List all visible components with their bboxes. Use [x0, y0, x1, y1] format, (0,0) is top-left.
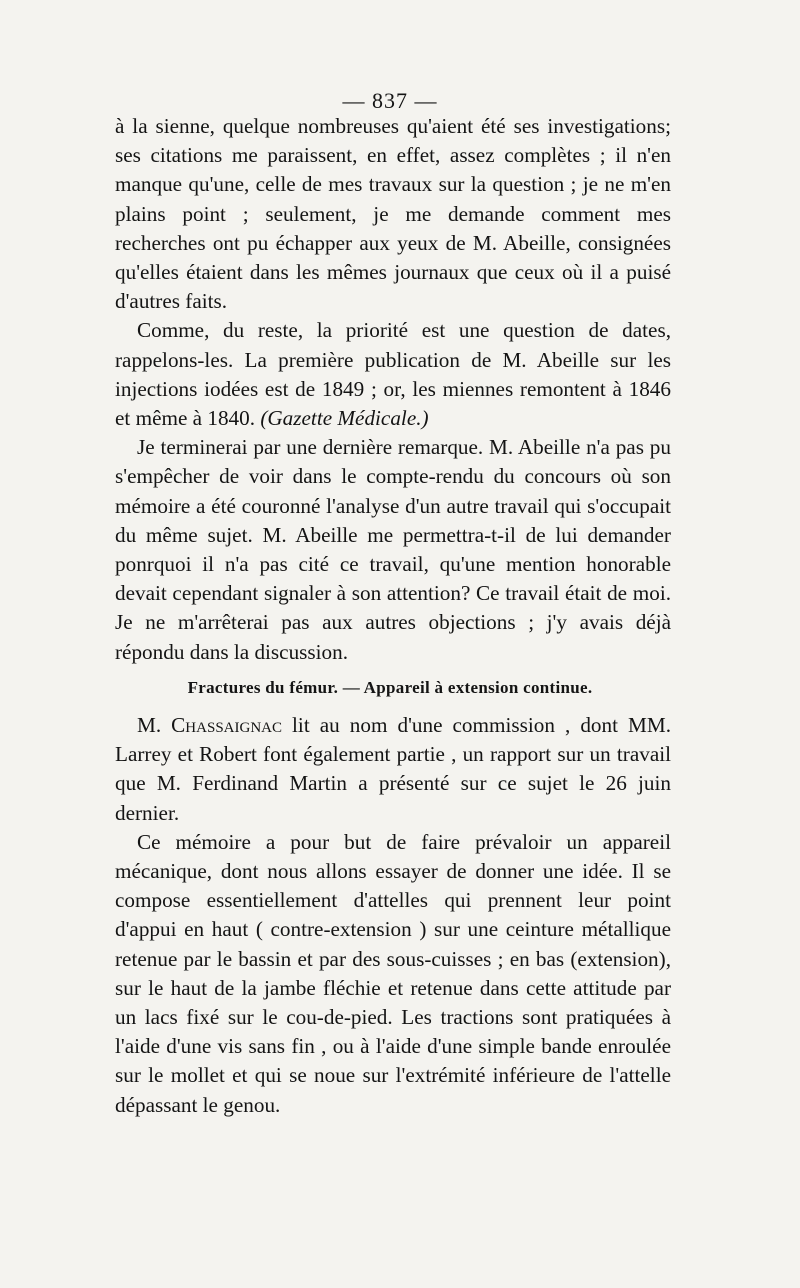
citation: (Gazette Médicale.): [260, 406, 429, 431]
paragraph-2: [115, 316, 671, 433]
section-paragraph-1: [115, 711, 671, 828]
section-paragraph-2: Ce mémoire a pour but de faire prévaloir un appareil mécanique, dont nous allons essayer de donner une idée. Il se compose essentiellement d'attelles qui prennent leur point d'appui en haut ( contre-extension ) sur une ceinture métallique retenue par le bassin et par des sous-cuisses ; en bas (extension), sur le haut de la jambe fléchie et retenue dans cette attitude par un lacs fixé sur le cou-de-pied. Les tractions sont pratiquées à l'aide d'une vis sans fin , ou à l'aide d'une simple bande enroulée sur le mollet et qui se noue sur l'extrémité inférieure de l'attelle dépassant le genou.: [115, 829, 671, 1117]
paragraph-2-text: Comme, du reste, la priorité est une question de dates, rappelons-les. La première publication de M. Abeille sur les injections iodées est de 1849 ; or, les miennes remontent à 1846 et même à 1840.: [115, 318, 671, 431]
page-number: — 837 —: [342, 88, 438, 113]
paragraph-1: à la sienne, quelque nombreuses qu'aient été ses investigations; ses citations me paraissent, en effet, assez complètes ; il n'en manque qu'une, celle de mes travaux sur la question ; je ne m'en plains point ; seulement, je me demande comment mes recherches ont pu échapper aux yeux de M. Abeille, consignées qu'elles étaient dans les mêmes journaux que ceux où il a puisé d'autres faits.: [115, 114, 671, 314]
section-body: [115, 711, 671, 1120]
section-author: M. Chassaignac: [137, 713, 282, 737]
body-text: [115, 112, 671, 667]
section-paragraph-1-text: lit au nom d'une commission , dont MM. Larrey et Robert font également partie , un rapport sur un travail que M. Ferdinand Martin a présenté sur ce sujet le 26 juin dernier.: [115, 713, 671, 825]
section-heading: Fractures du fémur. — Appareil à extension continue.: [187, 678, 593, 697]
paragraph-3: Je terminerai par une dernière remarque. M. Abeille n'a pas pu s'empêcher de voir dans le compte-rendu du concours où son mémoire a été couronné l'analyse d'un autre travail qui s'occupait du même sujet. M. Abeille me permettra-t-il de lui demander ponrquoi il n'a pas cité ce travail, qu'une mention honorable devait cependant signaler à son attention? Ce travail était de moi. Je ne m'arrêterai pas aux autres objections ; j'y avais déjà répondu dans la discussion.: [115, 435, 671, 664]
